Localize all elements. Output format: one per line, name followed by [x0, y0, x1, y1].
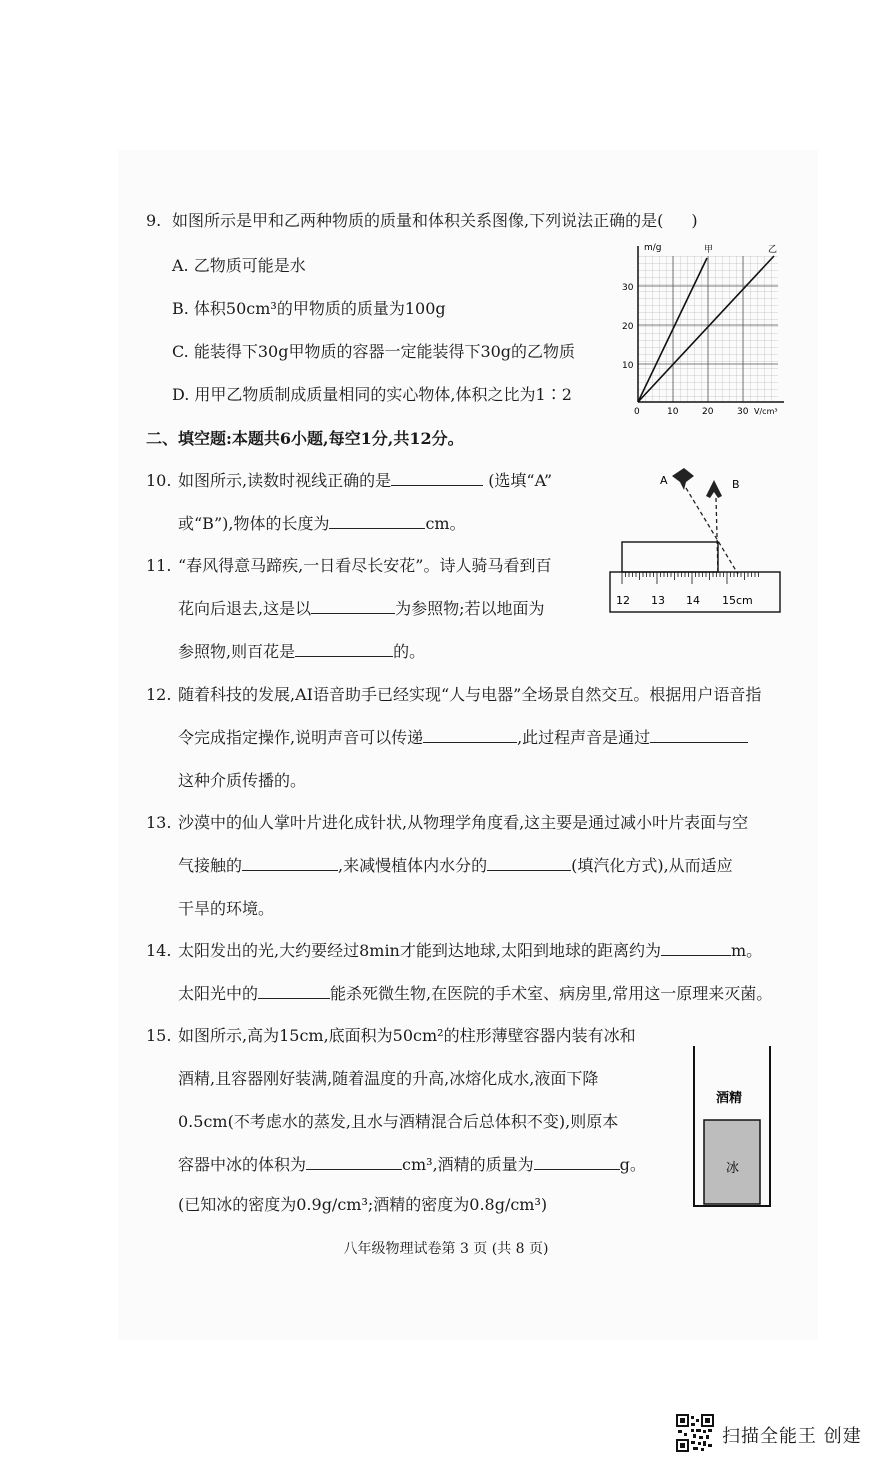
- q14-line2: 太阳光中的 能杀死微生物,在医院的手术室、病房里,常用这一原理来灭菌。: [178, 984, 773, 1003]
- q10-number: 10.: [146, 471, 172, 490]
- q9-option-d: D. 用甲乙物质制成质量相同的实心物体,体积之比为1∶2: [172, 385, 572, 404]
- container-figure: [690, 1044, 776, 1210]
- q11-line2: 花向后退去,这是以 为参照物;若以地面为: [178, 599, 545, 618]
- q9-option-b: B. 体积50cm³的甲物质的质量为100g: [172, 299, 446, 318]
- answer-blank[interactable]: [311, 599, 395, 614]
- answer-blank[interactable]: [391, 471, 483, 486]
- section-heading: 二、填空题:本题共6小题,每空1分,共12分。: [146, 429, 464, 448]
- q14-number: 14.: [146, 941, 172, 960]
- series-a-label: 甲: [704, 245, 714, 255]
- viewpoint-b-label: B: [732, 478, 740, 491]
- y-tick-label: 10: [622, 361, 634, 371]
- x-axis-label: V/cm³: [754, 407, 778, 416]
- sight-line-a: [686, 488, 738, 574]
- q13-line1: 沙漠中的仙人掌叶片进化成针状,从物理学角度看,这主要是通过减小叶片表面与空: [178, 813, 749, 832]
- q13-line2: 气接触的 ,来减慢植体内水分的 (填汽化方式),从而适应: [178, 856, 733, 875]
- measured-object: [622, 542, 718, 572]
- answer-blank[interactable]: [242, 856, 338, 871]
- q15-line4: 容器中冰的体积为 cm³,酒精的质量为 g。: [178, 1155, 646, 1174]
- q11-line1: “春风得意马蹄疾,一日看尽长安花”。诗人骑马看到百: [178, 556, 552, 575]
- answer-blank[interactable]: [661, 941, 731, 956]
- q10-line2: 或“B”),物体的长度为 cm。: [178, 514, 466, 533]
- q13-line3: 干旱的环境。: [178, 899, 275, 918]
- q15-line5: (已知冰的密度为0.9g/cm³;酒精的密度为0.8g/cm³): [178, 1195, 548, 1214]
- answer-blank[interactable]: [295, 642, 393, 657]
- q9-option-a: A. 乙物质可能是水: [172, 256, 306, 275]
- x-tick-label: 20: [702, 407, 714, 417]
- q13-number: 13.: [146, 813, 172, 832]
- series-b-label: 乙: [768, 245, 778, 255]
- qr-code-icon: [676, 1414, 714, 1452]
- answer-blank[interactable]: [258, 984, 330, 999]
- scanner-watermark: 扫描全能王 创建: [722, 1426, 862, 1447]
- q10-line1: 如图所示,读数时视线正确的是 (选填“A”: [178, 471, 552, 490]
- answer-blank[interactable]: [423, 728, 517, 743]
- q9-number: 9.: [146, 211, 162, 230]
- x-tick-label: 0: [634, 407, 640, 417]
- answer-blank[interactable]: [534, 1155, 620, 1170]
- ruler-figure: [600, 462, 790, 614]
- ruler-tick-label: 15cm: [722, 594, 753, 607]
- q9-stem: 如图所示是甲和乙两种物质的质量和体积关系图像,下列说法正确的是( ): [172, 211, 698, 230]
- x-tick-label: 10: [667, 407, 679, 417]
- q12-line2: 令完成指定操作,说明声音可以传递 ,此过程声音是通过: [178, 727, 748, 749]
- answer-blank[interactable]: [306, 1155, 402, 1170]
- ruler-tick-label: 13: [651, 594, 665, 607]
- q14-line1: 太阳发出的光,大约要经过8min才能到达地球,太阳到地球的距离约为 m。: [178, 941, 763, 960]
- q12-number: 12.: [146, 685, 172, 704]
- q15-number: 15.: [146, 1026, 172, 1045]
- eye-b-icon: [706, 480, 722, 498]
- y-axis-label: m/g: [644, 243, 662, 253]
- mass-volume-graph: [608, 236, 790, 418]
- q11-number: 11.: [146, 556, 172, 575]
- y-tick-label: 20: [622, 322, 634, 332]
- page-footer: 八年级物理试卷第 3 页 (共 8 页): [343, 1241, 549, 1257]
- q12-line1: 随着科技的发展,AI语音助手已经实现“人与电器”全场景自然交互。根据用户语音指: [178, 685, 762, 704]
- alcohol-label: 酒精: [716, 1091, 743, 1106]
- x-tick-label: 30: [737, 407, 749, 417]
- answer-blank[interactable]: [329, 514, 425, 529]
- q11-line3: 参照物,则百花是 的。: [178, 642, 426, 661]
- q9-option-c: C. 能装得下30g甲物质的容器一定能装得下30g的乙物质: [172, 342, 576, 361]
- answer-blank[interactable]: [487, 856, 571, 871]
- y-tick-label: 30: [622, 283, 634, 293]
- q15-line3: 0.5cm(不考虑水的蒸发,且水与酒精混合后总体积不变),则原本: [178, 1112, 619, 1131]
- ruler-tick-label: 12: [616, 594, 630, 607]
- q12-line3: 这种介质传播的。: [178, 771, 307, 790]
- q15-line1: 如图所示,高为15cm,底面积为50cm²的柱形薄壁容器内装有冰和: [178, 1026, 636, 1045]
- ruler-tick-label: 14: [686, 594, 700, 607]
- eye-a-icon: [672, 468, 694, 490]
- answer-blank[interactable]: [650, 728, 748, 743]
- ice-label: 冰: [726, 1161, 740, 1176]
- q15-line2: 酒精,且容器刚好装满,随着温度的升高,冰熔化成水,液面下降: [178, 1069, 599, 1088]
- viewpoint-a-label: A: [660, 474, 668, 487]
